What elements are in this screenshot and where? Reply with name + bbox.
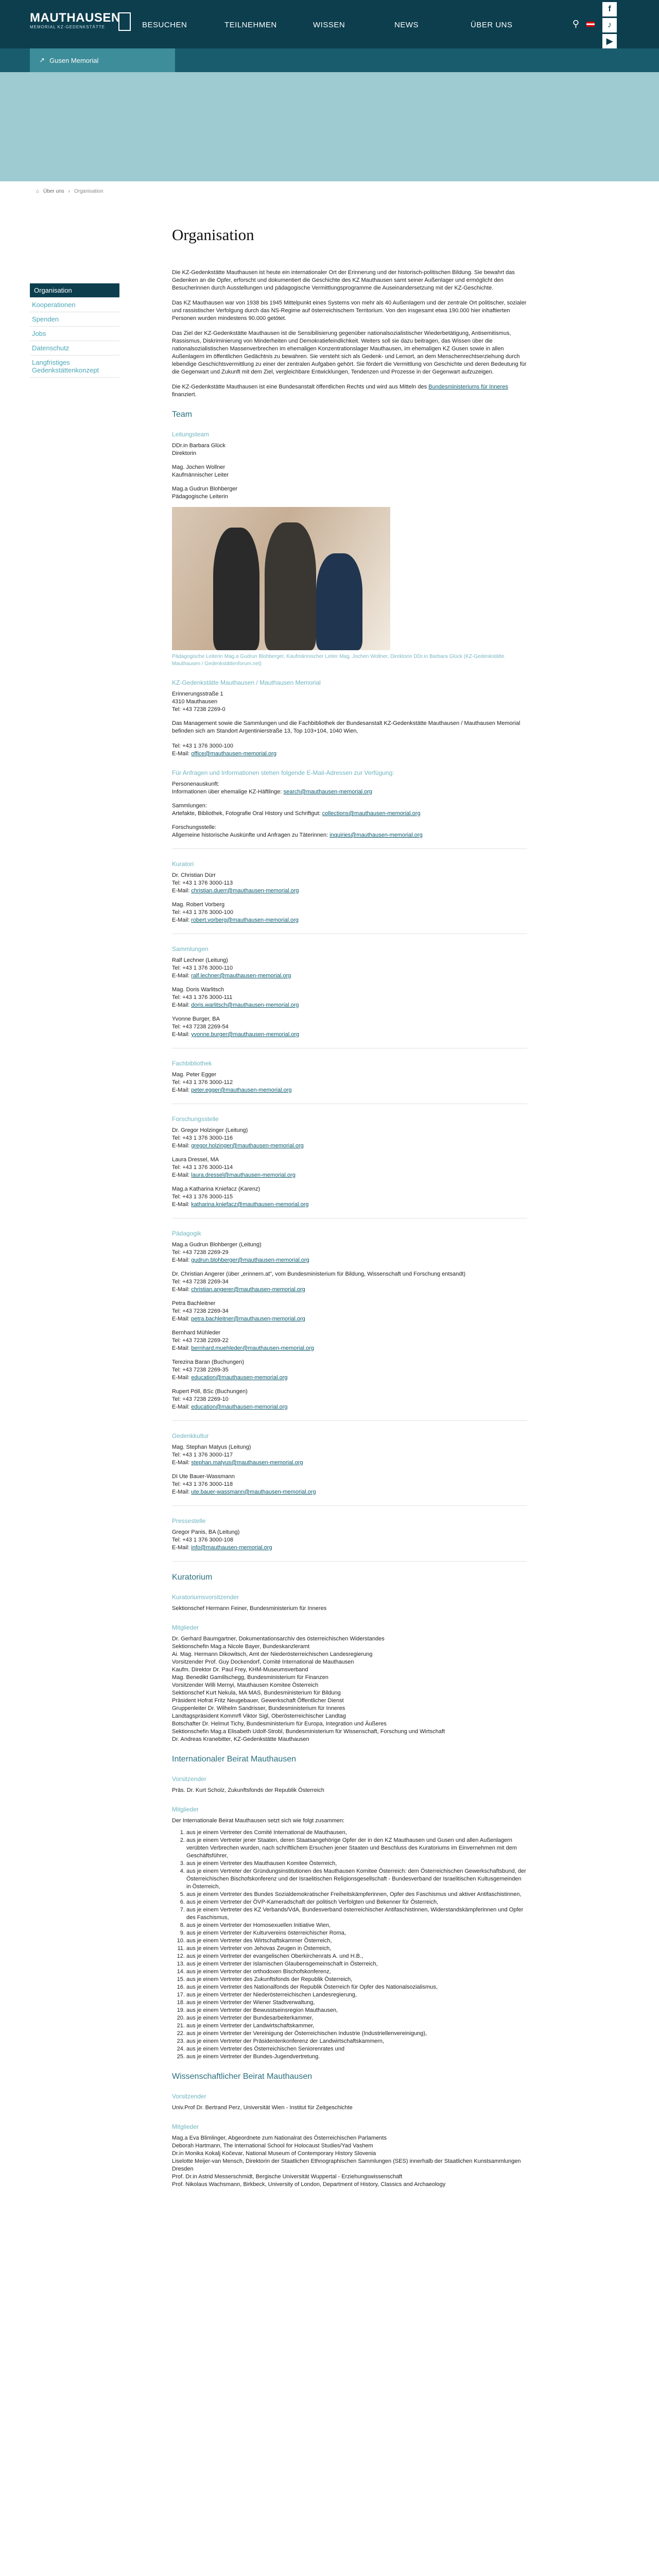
leader-entry [172,442,527,457]
site-logo[interactable] [30,11,120,29]
staff-entry [172,986,527,1009]
email-label: E-Mail: [172,1404,192,1410]
breadcrumb-current: Organisation [74,189,103,194]
beirat-member: 7. aus je einem Vertreter des KZ Verbands/VdA, Bundesverband österreichischer Antifaschistinnen, Widerstandskämpferinnen und Opfer des Faschismus, [186,1906,527,1922]
beirat-member: 16. aus je einem Vertreter des Nationalfonds der Republik Österreich für Opfer des Nationalsozialismus, [186,1984,527,1991]
beirat-members-heading: Mitglieder [172,1806,199,1813]
staff-email [172,1257,527,1264]
staff-name: Petra Bachleitner [172,1300,216,1307]
inquiry-line [172,788,527,796]
beirat-member: 3. aus je einem Vertreter des Mauthausen Komitee Österreich, [186,1860,527,1868]
staff-name: Mag. Stephan Matyus (Leitung) [172,1444,251,1450]
staff-email-link[interactable]: laura.dressel@mauthausen-memorial.org [191,1172,296,1178]
page-title: Organisation [172,226,254,244]
email-label: E-Mail: [172,973,192,979]
wb-members-heading: Mitglieder [172,2123,199,2130]
sidebar-navigation [30,283,119,378]
leader-role: Direktorin [172,450,197,456]
leader-role: Pädagogische Leiterin [172,494,228,500]
beirat-member: 1. aus je einem Vertreter des Comité International de Mauthausen, [186,1829,527,1837]
staff-name: Gregor Panis, BA (Leitung) [172,1529,240,1535]
staff-email-link[interactable]: robert.vorberg@mauthausen-memorial.org [191,917,299,923]
nav-news[interactable]: NEWS [394,21,419,29]
section-heading: Pressestelle [172,1517,206,1524]
address-line: Tel: +43 7238 2269-0 [172,706,226,713]
kuratorium-member: Sektionschef Kurt Nekula, MA MAS, Bundesministerium für Bildung [172,1690,341,1696]
staff-email-link[interactable]: education@mauthausen-memorial.org [191,1404,288,1410]
beirat-member: 15. aus je einem Vertreter des Zukunftsfonds der Republik Österreich, [186,1976,527,1984]
beirat-member-list [172,1829,527,2061]
staff-entry [172,1473,527,1496]
staff-email-link[interactable]: info@mauthausen-memorial.org [191,1545,272,1551]
staff-email [172,1142,527,1150]
staff-email-link[interactable]: yvonne.burger@mauthausen-memorial.org [191,1031,300,1038]
beirat-member: 20. aus je einem Vertreter der Bundesarbeiterkammer, [186,2014,527,2022]
beirat-member: 4. aus je einem Vertreter der Gründungsinstitutionen des Mauthausen Komitee Österreich: dem Österreichischen Gewerkschaftsbund, der Österreichischen Bischofskonferenz und der Israelitischen Religionsgesellschaft - Bundesverband der Israelitischen Kultusgemeinden in Österreich, [186,1868,527,1891]
staff-email-link[interactable]: ute.bauer-wassmann@mauthausen-memorial.org [191,1489,316,1495]
vienna-text: Das Management sowie die Sammlungen und die Fachbibliothek der Bundesanstalt KZ-Gedenkstätte Mauthausen / Mauthausen Memorial befinden sich am Standort Argentinierstraße 13, Top 103+104, 1040 Wien, [172,720,521,734]
wb-chair-heading: Vorsitzender [172,2093,206,2100]
wb-member: Prof. Nikolaus Wachsmann, Birkbeck, University of London, Department of History, Classics and Archaeology [172,2181,446,2188]
wb-member: Liselotte Meijer-van Mensch, Direktorin der Staatlichen Ethnographischen Sammlungen (SES) innerhalb der Staatlichen Kunstsammlungen Dresden [172,2158,521,2172]
intro-text [172,269,527,376]
email-label: E-Mail: [172,888,192,894]
staff-phone: Tel: +43 1 376 3000-115 [172,1194,233,1200]
staff-entry [172,1529,527,1552]
section-divider [172,1505,527,1506]
staff-name: Mag. Peter Egger [172,1072,217,1078]
kuratorium-member: Kaufm. Direktor Dr. Paul Frey, KHM-Museumsverband [172,1667,308,1673]
wb-member: Mag.a Eva Blimlinger, Abgeordnete zum Nationalrat des Österreichischen Parlaments [172,2135,387,2141]
staff-phone: Tel: +43 1 376 3000-117 [172,1452,233,1458]
wb-member: Deborah Hartmann, The International School for Holocaust Studies/Yad Vashem [172,2143,373,2149]
vienna-contact: Tel: +43 1 376 3000-100 E-Mail: office@mauthausen-memorial.org [172,743,276,757]
section-heading: Pädagogik [172,1230,201,1237]
staff-email-link[interactable]: doris.warlitsch@mauthausen-memorial.org [191,1002,299,1008]
staff-phone: Tel: +43 1 376 3000-113 [172,880,233,886]
inquiry-email-link[interactable]: collections@mauthausen-memorial.org [322,810,421,817]
staff-phone: Tel: +43 7238 2269-35 [172,1367,229,1373]
beirat-member: 17. aus je einem Vertreter der Niederösterreichischen Landesregierung, [186,1991,527,1999]
inquiry-email-link[interactable]: inquiries@mauthausen-memorial.org [330,832,423,838]
breadcrumb-item[interactable]: Über uns [43,189,64,194]
email-label: E-Mail: [172,1002,192,1008]
staff-email-link[interactable]: christian.duerr@mauthausen-memorial.org [191,888,299,894]
staff-email [172,1201,527,1209]
wb-member: Prof. Dr.in Astrid Messerschmidt, Bergische Universität Wuppertal - Erziehungswissenschaft [172,2174,403,2180]
beirat-member: 22. aus je einem Vertreter der Vereinigung der Österreichischen Industrie (Industriellenvereinigung), [186,2030,527,2038]
staff-name: Rupert Pöll, BSc (Buchungen) [172,1388,248,1395]
inquiry-label: Forschungsstelle: [172,824,217,831]
wb-heading: Wissenschaftlicher Beirat Mauthausen [172,2072,313,2081]
staff-email-link[interactable]: katharina.kniefacz@mauthausen-memorial.org [191,1201,309,1208]
sidebar-item-gedenkstaettenkonzept[interactable]: Langfristiges Gedenkstättenkonzept [30,355,119,378]
staff-entry [172,1329,527,1352]
beirat-member: 12. aus je einem Vertreter der evangelischen Oberkirchenrats A. und H.B., [186,1953,527,1960]
search-icon[interactable]: ⚲ [572,19,579,29]
staff-email [172,1488,527,1496]
staff-name: Mag. Doris Warlitsch [172,987,224,993]
beirat-member: 9. aus je einem Vertreter der Kulturvereins österreichischer Roma, [186,1929,527,1937]
wb-member: Dr.in Monika Kokalj Kočevar, National Museum of Contemporary History Slovenia [172,2150,376,2157]
staff-entry [172,872,527,895]
logo-subtitle: MEMORIAL KZ-GEDENKSTÄTTE [30,25,105,29]
kuratorium-member: Landtagspräsident Kommrfl Viktor Sigl, Oberösterreichischer Landtag [172,1713,346,1719]
kuratorium-member: Botschafter Dr. Helmut Tichy, Bundesministerium für Europa, Integration und Äußeres [172,1721,387,1727]
staff-phone: Tel: +43 7238 2269-34 [172,1279,229,1285]
section-heading: Sammlungen [172,945,209,953]
staff-email-link[interactable]: gregor.holzinger@mauthausen-memorial.org [191,1143,304,1149]
intro-paragraph: Das Ziel der KZ-Gedenkstätte Mauthausen ist die Sensibilisierung gegenüber nationalsozialistischer Wiederbetätigung, Antisemitismus, Rassismus, Diskriminierung von Minderheiten und Demokratiefeindlichkeit. Weiters soll sie dazu beitragen, das Wissen über die nationalsozialistischen Massenverbrechen im ehemaligen Konzentrationslager Mauthausen, im ehemaligen KZ Gusen sowie in allen Außenlagern im öffentlichen Gedächtnis zu bewahren. Sie versteht sich als Gedenk- und Lernort, an dem Menschenrechtserziehung durch lebendige Geschichtsvermittlung zu einer der zentralen Aufgaben gehört. Sie fördert die Vermittlung von Geschichte und deren Bedeutung für die Gegenwart und Zukunft mit dem Ziel, vergleichbare Entwicklungen, Tendenzen und Prozesse in der Gegenwart aufzuzeigen. [172,330,527,375]
beirat-member: 23. aus je einem Vertreter der Präsidentenkonferenz der Landwirtschaftskammern, [186,2038,527,2045]
kuratorium-member: Ai. Mag. Hermann Dikowitsch, Amt der Niederösterreichischen Landesregierung [172,1651,373,1657]
staff-entry [172,1156,527,1179]
logo-title: MAUTHAUSEN [30,11,120,25]
beirat-member: 11. aus je einem Vertreter von Jehovas Zeugen in Österreich, [186,1945,527,1953]
ministry-link[interactable]: Bundesministeriums für Inneres [428,384,508,390]
kuratorium-chair-heading: Kuratoriumsvorsitzender [172,1594,239,1601]
gusen-memorial-label: Gusen Memorial [49,56,99,64]
main-content [172,226,527,2189]
staff-phone: Tel: +43 1 376 3000-114 [172,1164,233,1171]
beirat-member: 2. aus je einem Vertreter jener Staaten, deren Staatsangehörige Opfer der in den KZ Mauthausen und Gusen und allen Außenlagern verübten Verbrechen wurden, nach schriftlichem Ersuchen jener Staaten und Beschluss des Kuratoriums im Einvernehmen mit dem Geschäftsführer, [186,1837,527,1860]
kuratorium-chair: Sektionschef Hermann Feiner, Bundesministerium für Inneres [172,1605,327,1612]
kuratorium-member: Gruppenleiter Dr. Wilhelm Sandrisser, Bundesministerium für Inneres [172,1705,345,1711]
leader-entry [172,485,527,501]
staff-entry [172,1071,527,1094]
sidebar-item-jobs[interactable]: Jobs [30,327,119,341]
section-heading: Fachbibliothek [172,1060,212,1067]
kuratorium-member: Vorsitzender Willi Mernyi, Mauthausen Komitee Österreich [172,1682,319,1688]
email-label: E-Mail: [172,1316,192,1322]
nav-wissen[interactable]: WISSEN [313,21,345,29]
staff-email [172,1172,527,1179]
staff-phone: Tel: +43 1 376 3000-112 [172,1079,233,1086]
kuratorium-member: Vorsitzender Prof. Guy Dockendorf, Comité International de Mauthausen [172,1659,354,1665]
staff-name: Bernhard Mühleder [172,1330,221,1336]
staff-email-link[interactable]: stephan.matyus@mauthausen-memorial.org [191,1460,303,1466]
hero-banner [0,72,659,181]
address-block [172,690,527,714]
kuratorium-member: Mag. Benedikt Gamillschegg, Bundesministerium für Finanzen [172,1674,328,1681]
top-navigation-bar [0,0,659,48]
kuratorium-members-heading: Mitglieder [172,1624,199,1631]
inquiry-list [172,781,527,839]
inquiry-label: Sammlungen: [172,803,207,809]
email-label: E-Mail: [172,1460,192,1466]
inquiry-email-link[interactable]: search@mauthausen-memorial.org [283,789,373,795]
nav-teilnehmen[interactable]: TEILNEHMEN [224,21,277,29]
section-heading: Gedenkkultur [172,1432,209,1439]
beirat-member: 19. aus je einem Vertreter der Bewusstseinsregion Mauthausen, [186,2007,527,2014]
home-icon[interactable]: ⌂ [36,189,40,194]
intro-paragraph: Das KZ Mauthausen war von 1938 bis 1945 Mittelpunkt eines Systems von mehr als 40 Außenlagern und der zentrale Ort politischer, sozialer und rassistischer Verfolgung durch das NS-Regime auf österreichischem Territorium. Von den insgesamt etwa 190.000 hier inhaftierten Personen wurden mindestens 90.000 getötet. [172,300,527,321]
inquiry-heading: Für Anfragen und Informationen stehen folgende E-Mail-Adressen zur Verfügung: [172,769,394,776]
inquiry-text: Artefakte, Bibliothek, Fotografie Oral History und Schriftgut: [172,810,322,817]
staff-email [172,1002,527,1009]
team-heading: Team [172,410,193,419]
staff-name: Dr. Gregor Holzinger (Leitung) [172,1127,248,1133]
funding-text: Die KZ-Gedenkstätte Mauthausen ist eine Bundesanstalt öffentlichen Rechts und wird aus Mitteln des Bundesministeriums für Inneres finanziert. [172,384,508,398]
leader-entry [172,464,527,479]
staff-email-link[interactable]: peter.egger@mauthausen-memorial.org [191,1087,292,1093]
external-link-icon: ↗ [39,56,45,64]
staff-phone: Tel: +43 1 376 3000-118 [172,1481,233,1487]
inquiry-entry [172,802,527,818]
staff-email [172,1374,527,1382]
staff-email [172,1315,527,1323]
staff-email [172,1403,527,1411]
staff-email-link[interactable]: petra.bachleitner@mauthausen-memorial.org [191,1316,305,1322]
section-divider [172,1420,527,1421]
staff-email-link[interactable]: gudrun.blohberger@mauthausen-memorial.org [191,1257,309,1263]
beirat-member: 10. aus je einem Vertreter des Wirtschaftskammer Österreich, [186,1937,527,1945]
email-label: E-Mail: [172,1286,192,1293]
inquiry-text: Allgemeine historische Auskünfte und Anfragen zu Täterinnen: [172,832,330,838]
staff-email [172,1459,527,1467]
staff-entry [172,1270,527,1294]
inquiry-entry [172,781,527,796]
inquiry-text: Informationen über ehemalige KZ-Häftlinge: [172,789,284,795]
staff-entry [172,1127,527,1150]
staff-email [172,1087,527,1094]
email-label: E-Mail: [172,917,192,923]
email-label: E-Mail: [172,1257,192,1263]
staff-email [172,1286,527,1294]
email-label: E-Mail: [172,1031,192,1038]
staff-email-link[interactable]: ralf.lechner@mauthausen-memorial.org [191,973,291,979]
address-heading: KZ-Gedenkstätte Mauthausen / Mauthausen Memorial [172,679,321,686]
leader-role: Kaufmännischer Leiter [172,472,229,478]
flag-de-icon[interactable] [586,22,595,27]
staff-email [172,1031,527,1039]
beirat-chair-heading: Vorsitzender [172,1775,206,1783]
leadership-team-photo [172,507,390,650]
leader-name: Mag. Jochen Wollner [172,464,226,470]
beirat-member: 21. aus je einem Vertreter der Landwirtschaftskammer, [186,2022,527,2030]
leadership-list [172,442,527,501]
instagram-icon[interactable]: ♪ [602,18,617,32]
staff-phone: Tel: +43 7238 2269-22 [172,1337,229,1344]
email-label: E-Mail: [172,1087,192,1093]
beirat-member: 8. aus je einem Vertreter der Homosexuellen Initiative Wien, [186,1922,527,1929]
staff-name: Dr. Christian Angerer (über „erinnern.at", vom Bundesministerium für Bildung, Wissenschaft und Forschung entsandt) [172,1271,466,1277]
staff-phone: Tel: +43 1 376 3000-100 [172,909,233,916]
staff-entry [172,1015,527,1039]
kuratorium-member: Dr. Andreas Kranebitter, KZ-Gedenkstätte Mauthausen [172,1736,309,1742]
section-heading: Kuratori [172,860,194,868]
staff-email [172,972,527,980]
staff-name: Mag.a Gudrun Blohberger (Leitung) [172,1242,262,1248]
inquiry-line [172,810,527,818]
sidebar-item-kooperationen[interactable]: Kooperationen [30,298,119,312]
kuratorium-member: Sektionschefin Mag.a Elisabeth Udolf-Strobl, Bundesministerium für Wissenschaft, Forschung und Wirtschaft [172,1728,445,1735]
staff-email [172,887,527,895]
staff-name: Mag. Robert Vorberg [172,902,225,908]
staff-entry [172,1185,527,1209]
nav-besuchen[interactable]: BESUCHEN [142,21,187,29]
wb-members [172,2134,527,2189]
beirat-chair: Präs. Dr. Kurt Scholz, Zukunftsfonds der Republik Österreich [172,1787,324,1793]
staff-email-link[interactable]: education@mauthausen-memorial.org [191,1375,288,1381]
kuratorium-member: Präsident Hofrat Fritz Neugebauer, Gewerkschaft Öffentlicher Dienst [172,1698,344,1704]
staff-entry [172,1241,527,1264]
kuratorium-members [172,1635,527,1743]
email-label: E-Mail: [172,1375,192,1381]
staff-entry [172,1444,527,1467]
address-line: 4310 Mauthausen [172,699,218,705]
staff-phone: Tel: +43 7238 2269-29 [172,1249,229,1256]
staff-entry [172,901,527,924]
email-label: E-Mail: [172,1143,192,1149]
facebook-icon[interactable]: f [602,2,617,16]
email-label: E-Mail: [172,1201,192,1208]
section-divider [172,1561,527,1562]
staff-email [172,1345,527,1352]
leadership-heading: Leitungsteam [172,431,210,438]
beirat-member: 6. aus je einem Vertreter der ÖVP-Kameradschaft der politisch Verfolgten und Bekenner für Österreich, [186,1899,527,1906]
kuratorium-member: Sektionschefin Mag.a Nicole Bayer, Bundeskanzleramt [172,1643,310,1650]
email-label: E-Mail: [172,1345,192,1351]
sidebar-item-spenden[interactable]: Spenden [30,312,119,327]
email-label: E-Mail: [172,1172,192,1178]
beirat-heading: Internationaler Beirat Mauthausen [172,1755,297,1764]
beirat-member: 13. aus je einem Vertreter der Islamischen Glaubensgemeinschaft in Österreich, [186,1960,527,1968]
wb-chair: Univ.Prof Dr. Bertrand Perz, Universität Wien - Institut für Zeitgeschichte [172,2105,353,2111]
beirat-member: 14. aus je einem Vertreter der orthodoxen Bischofskonferenz, [186,1968,527,1976]
staff-name: Terezina Baran (Buchungen) [172,1359,245,1365]
intro-paragraph: Die KZ-Gedenkstätte Mauthausen ist heute ein internationaler Ort der Erinnerung und der historisch-politischen Bildung. Sie bewahrt das Gedenken an die Opfer, erforscht und dokumentiert die Geschichte des KZ Mauthausen samt seiner Außenlager und ermöglicht den Besucherinnen durch Ausstellungen und pädagogische Vermittlungsprogramme die Auseinandersetzung mit der KZ-Geschichte. [172,269,515,291]
staff-entry [172,957,527,980]
staff-email [172,1544,527,1552]
staff-email [172,917,527,924]
beirat-intro: Der Internationale Beirat Mauthausen setzt sich wie folgt zusammen: [172,1818,345,1824]
staff-phone: Tel: +43 1 376 3000-116 [172,1135,233,1141]
staff-entry [172,1359,527,1382]
staff-phone: Tel: +43 1 376 3000-110 [172,965,233,971]
gusen-memorial-tab[interactable] [30,48,175,72]
staff-phone: Tel: +43 1 376 3000-111 [172,994,233,1001]
office-email-link[interactable]: office@mauthausen-memorial.org [191,751,276,757]
staff-email-link[interactable]: christian.angerer@mauthausen-memorial.org [191,1286,305,1293]
kuratorium-member: Dr. Gerhard Baumgartner, Dokumentationsarchiv des österreichischen Widerstandes [172,1636,385,1642]
address-line: Erinnerungsstraße 1 [172,691,223,697]
breadcrumb-separator: › [68,189,70,194]
sidebar-item-datenschutz[interactable]: Datenschutz [30,341,119,355]
inquiry-label: Personenauskunft: [172,781,219,787]
logo-emblem-icon [118,12,131,31]
staff-name: Laura Dressel, MA [172,1157,219,1163]
inquiry-entry [172,824,527,839]
staff-name: Yvonne Burger, BA [172,1016,220,1022]
social-links [602,2,617,48]
nav-ueber-uns[interactable]: ÜBER UNS [471,21,513,29]
sidebar-item-organisation[interactable]: Organisation [30,283,119,298]
staff-name: DI Ute Bauer-Wassmann [172,1473,235,1480]
beirat-member: 18. aus je einem Vertreter der Wiener Stadtverwaltung, [186,1999,527,2007]
breadcrumb [36,189,103,194]
email-label: E-Mail: [172,1545,192,1551]
section-heading: Forschungsstelle [172,1115,219,1123]
email-label: E-Mail: [172,1489,192,1495]
staff-entry [172,1300,527,1323]
staff-name: Ralf Lechner (Leitung) [172,957,228,963]
staff-phone: Tel: +43 7238 2269-34 [172,1308,229,1314]
staff-phone: Tel: +43 7238 2269-54 [172,1024,229,1030]
staff-phone: Tel: +43 7238 2269-10 [172,1396,229,1402]
staff-name: Dr. Christian Dürr [172,872,216,878]
staff-sections [172,849,527,1562]
beirat-member: 24. aus je einem Vertreter des Österreichischen Seniorenrates und [186,2045,527,2053]
leader-name: DDr.in Barbara Glück [172,443,226,449]
leader-name: Mag.a Gudrun Blohberger [172,486,238,492]
youtube-icon[interactable]: ▶ [602,34,617,48]
staff-entry [172,1388,527,1411]
beirat-member: 5. aus je einem Vertreter des Bundes Sozialdemokratischer Freiheitskämpferinnen, Opfer des Faschismus und aktiver Antifaschistinnen, [186,1891,527,1899]
staff-name: Mag.a Katharina Kniefacz (Karenz) [172,1186,261,1192]
staff-email-link[interactable]: bernhard.muehleder@mauthausen-memorial.org [191,1345,314,1351]
staff-phone: Tel: +43 1 376 3000-108 [172,1537,233,1543]
photo-caption: Pädagogische Leiterin Mag.a Gudrun Blohberger, Kaufmännischer Leiter Mag. Jochen Wollner, Direktorin DDr.in Barbara Glück (KZ-Gedenkstätte Mauthausen / Gedenkstättenforum.net) [172,654,505,667]
kuratorium-heading: Kuratorium [172,1573,213,1582]
beirat-member: 25. aus je einem Vertreter der Bundes-Jugendvertretung. [186,2053,527,2061]
inquiry-line [172,832,527,839]
